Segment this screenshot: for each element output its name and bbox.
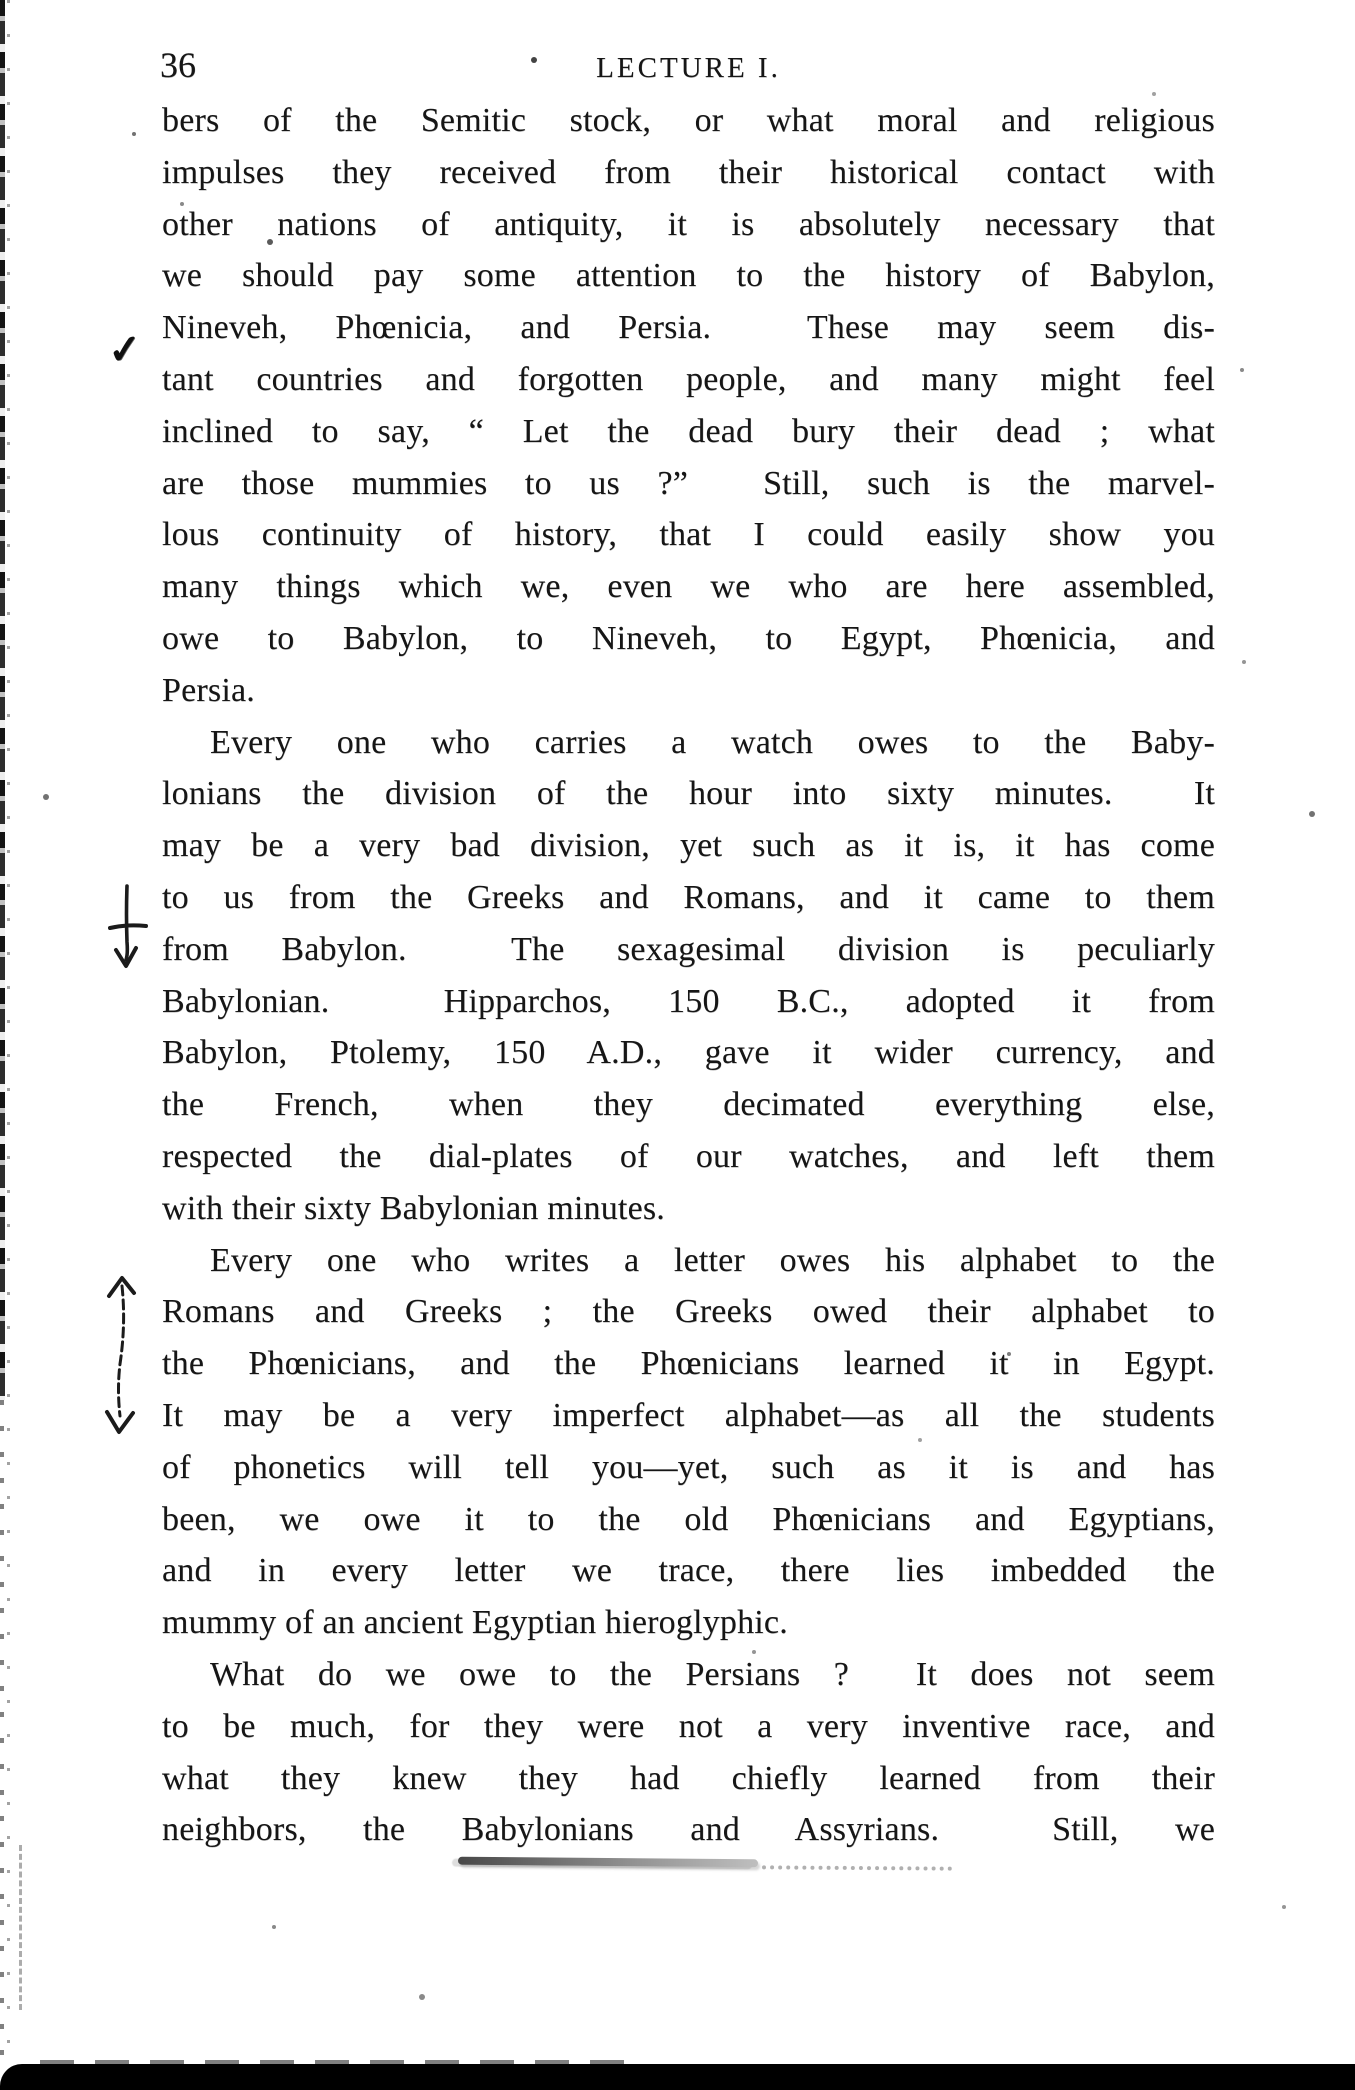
text-line: to be much, for they were not a very inventive race, and	[162, 1707, 1215, 1745]
down-arrow-cross-annotation	[103, 884, 151, 984]
scan-speckles	[0, 0, 4, 4]
text-line: lous continuity of history, that I could easily show you	[162, 516, 1215, 554]
text-line: we should pay some attention to the history of Babylon,	[162, 257, 1215, 295]
text-line: from Babylon. The sexagesimal division is peculiarly	[162, 930, 1215, 968]
bottom-scan-band	[0, 2064, 1355, 2090]
text-line: are those mummies to us ?” Still, such is the marvel-	[162, 464, 1215, 502]
text-line: other nations of antiquity, it is absolutely necessary that	[162, 205, 1215, 243]
text-line: Every one who writes a letter owes his alphabet to the	[210, 1241, 1215, 1279]
text-line: Babylon, Ptolemy, 150 A.D., gave it wider currency, and	[162, 1034, 1215, 1072]
text-line: inclined to say, “ Let the dead bury their dead ; what	[162, 412, 1215, 450]
text-line: to us from the Greeks and Romans, and it came to them	[162, 878, 1215, 916]
text-line: what they knew they had chiefly learned from their	[162, 1759, 1215, 1797]
text-line: the Phœnicians, and the Phœnicians learned it in Egypt.	[162, 1345, 1215, 1383]
running-head: LECTURE I.	[596, 52, 781, 84]
text-line: may be a very bad division, yet such as it is, it has come	[162, 827, 1215, 865]
text-line: Babylonian. Hipparchos, 150 B.C., adopted it from	[162, 982, 1215, 1020]
text-line: Romans and Greeks ; the Greeks owed their alphabet to	[162, 1293, 1215, 1331]
left-edge-scan-artifact	[0, 0, 13, 2060]
text-line: and in every letter we trace, there lies imbedded the	[162, 1552, 1215, 1590]
text-line: bers of the Semitic stock, or what moral and religious	[162, 102, 1215, 139]
page-number: 36	[160, 45, 196, 85]
running-head-container	[162, 52, 1215, 85]
text-line: tant countries and forgotten people, and many might feel	[162, 360, 1215, 398]
text-line: been, we owe it to the old Phœnicians and Egyptians,	[162, 1500, 1215, 1538]
double-arrow-annotation	[100, 1274, 148, 1438]
text-line: of phonetics will tell you—yet, such as it is and has	[162, 1448, 1215, 1486]
text-line: mummy of an ancient Egyptian hieroglyphic.	[162, 1604, 788, 1642]
text-line: Nineveh, Phœnicia, and Persia. These may seem dis-	[162, 309, 1215, 347]
text-line: It may be a very imperfect alphabet—as all the students	[162, 1396, 1215, 1434]
text-line: owe to Babylon, to Nineveh, to Egypt, Phœnicia, and	[162, 619, 1215, 657]
text-line: Persia.	[162, 671, 255, 709]
text-line: What do we owe to the Persians ? It does not seem	[210, 1655, 1215, 1693]
text-line: neighbors, the Babylonians and Assyrians. Still, we	[162, 1811, 1215, 1849]
left-margin-dashes	[19, 1845, 22, 2010]
pencil-underline-tail	[762, 1865, 952, 1870]
text-block	[162, 95, 1215, 1856]
text-line: respected the dial-plates of our watches, and left them	[162, 1137, 1215, 1175]
text-line: impulses they received from their historical contact with	[162, 153, 1215, 191]
checkmark-annotation: ✓	[106, 325, 144, 374]
text-line: with their sixty Babylonian minutes.	[162, 1189, 665, 1227]
text-line: Every one who carries a watch owes to the Baby-	[210, 723, 1215, 761]
text-line: lonians the division of the hour into sixty minutes. It	[162, 775, 1215, 813]
text-line: many things which we, even we who are here assembled,	[162, 568, 1215, 606]
text-line: the French, when they decimated everything else,	[162, 1086, 1215, 1124]
pencil-underline	[458, 1857, 758, 1868]
